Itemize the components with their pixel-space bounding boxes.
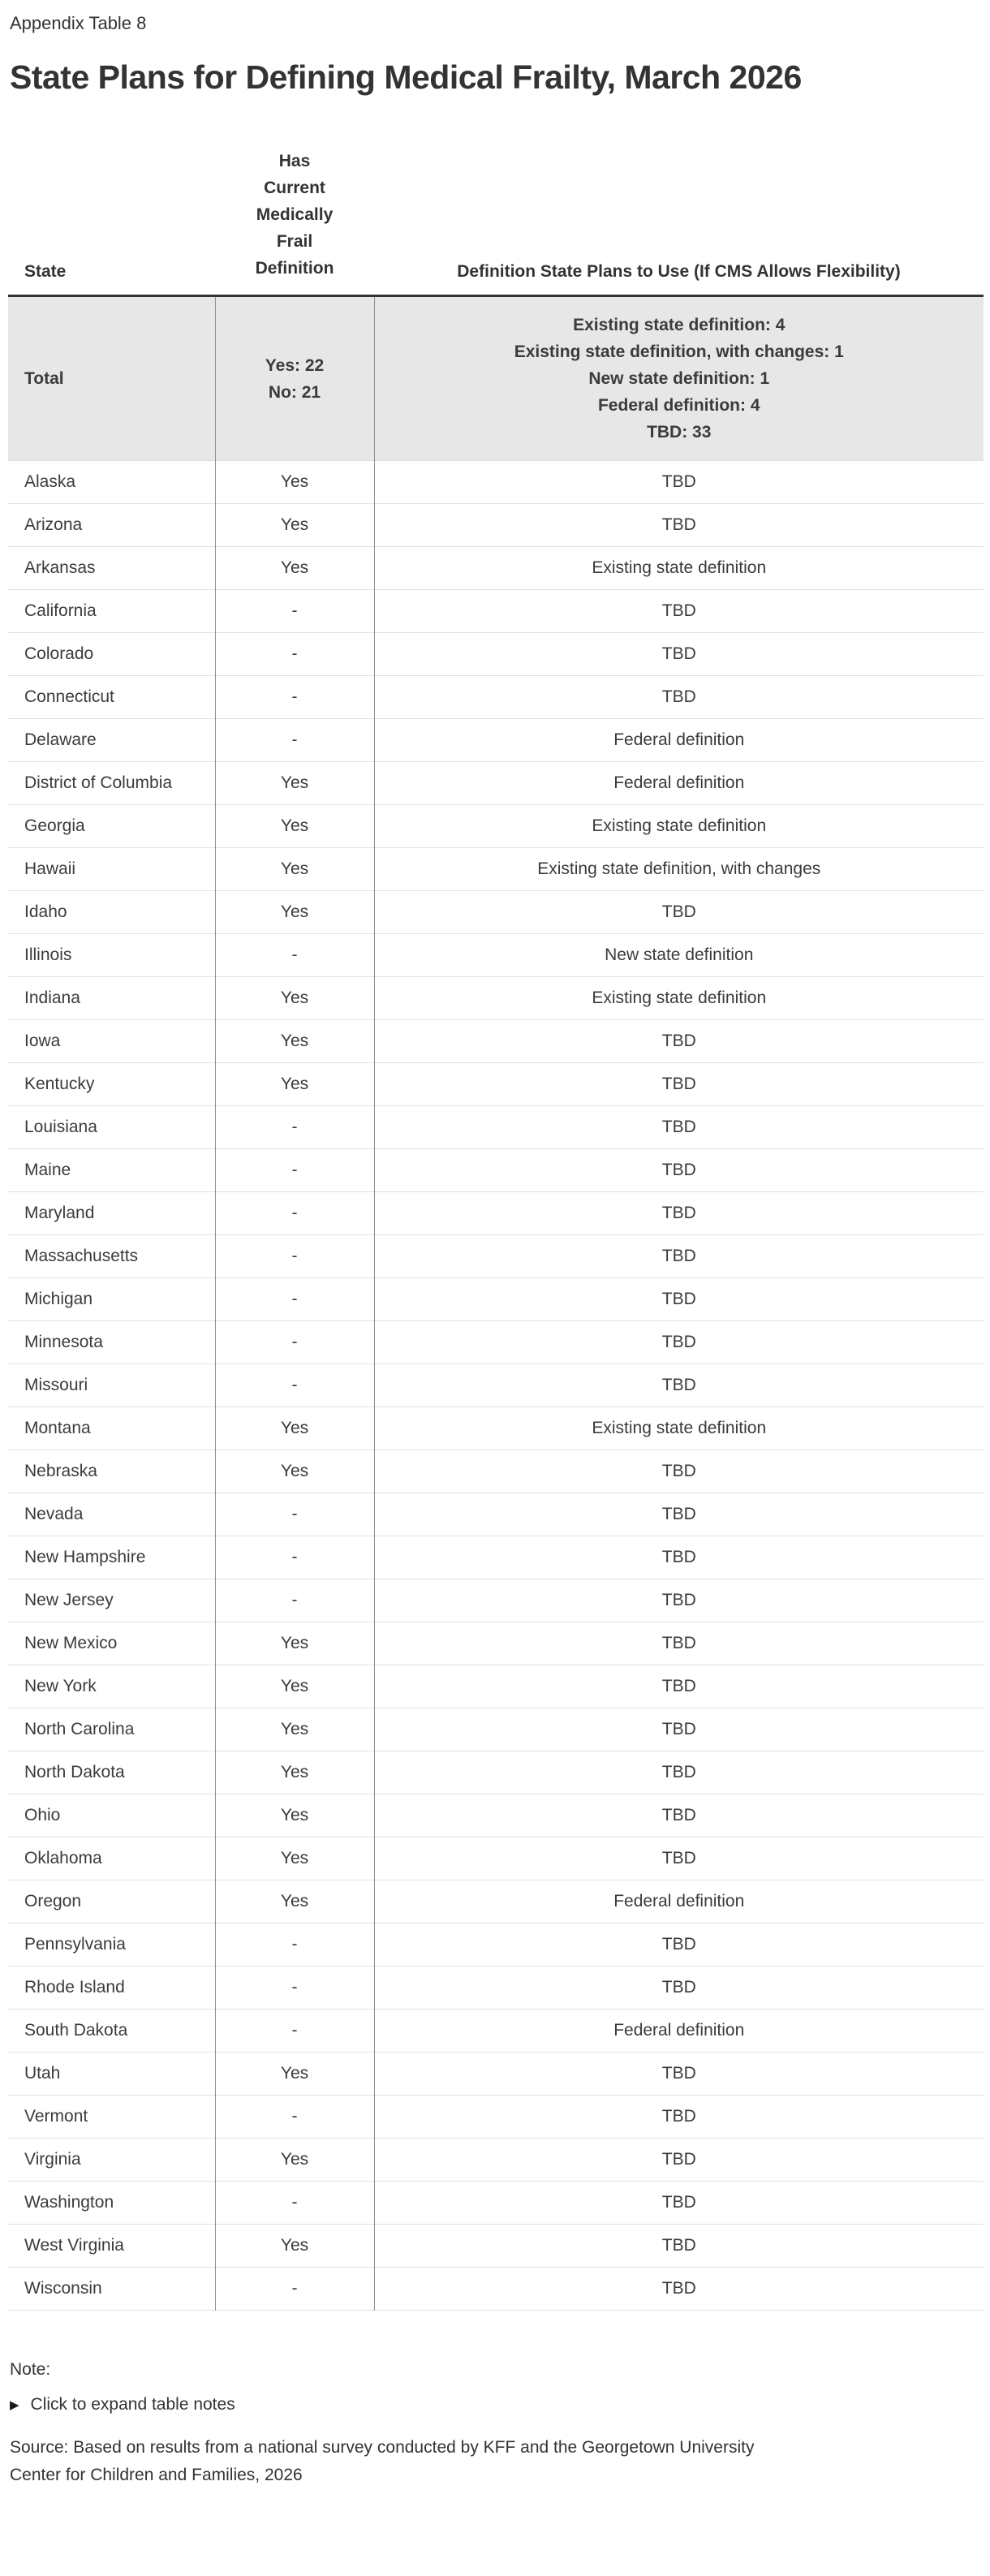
plan-cell: TBD (374, 1665, 984, 1708)
plan-cell: TBD (374, 1794, 984, 1837)
has-definition-cell: - (215, 2096, 374, 2139)
table-row (8, 1106, 984, 1149)
state-name-cell: West Virginia (24, 2236, 124, 2255)
state-name-cell: Idaho (24, 902, 67, 921)
plan-cell: TBD (374, 1106, 984, 1149)
col-header-state: State (8, 148, 215, 296)
table-header (8, 148, 984, 296)
plan-cell: TBD (374, 676, 984, 719)
state-plans-table (8, 148, 984, 2311)
plan-cell: TBD (374, 1192, 984, 1235)
table-row (8, 977, 984, 1020)
state-name-cell: New Jersey (24, 1591, 114, 1609)
table-row (8, 2182, 984, 2225)
has-definition-cell: - (215, 1106, 374, 1149)
has-definition-cell: - (215, 1149, 374, 1192)
table-row (8, 1407, 984, 1450)
has-definition-cell: Yes (215, 848, 374, 891)
state-name-cell: Arizona (24, 515, 83, 534)
plan-cell: TBD (374, 1751, 984, 1794)
plan-cell: Existing state definition (374, 547, 984, 590)
state-name-cell: Michigan (24, 1290, 93, 1308)
state-name-cell: Kentucky (24, 1075, 95, 1093)
state-name-cell: District of Columbia (24, 773, 173, 792)
table-row (8, 504, 984, 547)
table-row (8, 1235, 984, 1278)
has-definition-cell: - (215, 676, 374, 719)
state-name-cell: Illinois (24, 946, 72, 964)
plan-cell: TBD (374, 2139, 984, 2182)
table-row (8, 1321, 984, 1364)
plan-cell: TBD (374, 891, 984, 934)
state-name-cell: Wisconsin (24, 2279, 102, 2298)
state-name-cell: Utah (24, 2064, 61, 2083)
has-definition-cell: Yes (215, 1063, 374, 1106)
plan-cell: TBD (374, 1622, 984, 1665)
table-row (8, 2010, 984, 2053)
state-name-cell: North Carolina (24, 1720, 135, 1738)
plan-cell: Federal definition (374, 719, 984, 762)
expand-triangle-icon: ▶ (10, 2397, 19, 2412)
state-name-cell: Maine (24, 1161, 71, 1179)
state-name-cell: New Mexico (24, 1634, 118, 1652)
has-definition-cell: Yes (215, 1020, 374, 1063)
state-name-cell: South Dakota (24, 2021, 128, 2040)
state-name-cell: Connecticut (24, 687, 114, 706)
col-header-plans: Definition State Plans to Use (If CMS Allows Flexibility) (374, 148, 984, 296)
plan-cell: TBD (374, 1966, 984, 2010)
has-definition-cell: - (215, 1364, 374, 1407)
state-name-cell: Washington (24, 2193, 114, 2212)
table-row (8, 2225, 984, 2268)
table-row (8, 891, 984, 934)
state-name-cell: Oregon (24, 1892, 82, 1910)
has-definition-cell: Yes (215, 977, 374, 1020)
table-row (8, 1665, 984, 1708)
has-definition-cell: - (215, 2010, 374, 2053)
table-row (8, 633, 984, 676)
state-name-cell: Georgia (24, 816, 85, 835)
state-name-cell: Indiana (24, 989, 80, 1007)
plan-cell: TBD (374, 1923, 984, 1966)
plan-cell: TBD (374, 590, 984, 633)
table-row (8, 2139, 984, 2182)
plan-cell: TBD (374, 633, 984, 676)
has-definition-cell: Yes (215, 1837, 374, 1880)
state-name-cell: New York (24, 1677, 97, 1695)
table-row (8, 1450, 984, 1493)
has-definition-cell: - (215, 1235, 374, 1278)
plan-cell: TBD (374, 1321, 984, 1364)
state-name-cell: Ohio (24, 1806, 61, 1824)
state-name-cell: Minnesota (24, 1333, 103, 1351)
table-row (8, 461, 984, 504)
plan-cell: New state definition (374, 934, 984, 977)
table-row (8, 2096, 984, 2139)
has-definition-cell: Yes (215, 891, 374, 934)
state-name-cell: Alaska (24, 472, 76, 491)
has-definition-cell: Yes (215, 762, 374, 805)
has-definition-cell: - (215, 1536, 374, 1579)
has-definition-cell: - (215, 633, 374, 676)
header-row (8, 148, 984, 296)
plan-cell: Federal definition (374, 2010, 984, 2053)
state-name-cell: Hawaii (24, 859, 76, 878)
plan-cell: TBD (374, 1837, 984, 1880)
plan-cell: TBD (374, 1278, 984, 1321)
table-row (8, 1837, 984, 1880)
state-name-cell: Oklahoma (24, 1849, 102, 1867)
plan-cell: TBD (374, 2182, 984, 2225)
total-has-definition: Yes: 22 No: 21 (215, 296, 374, 461)
has-definition-cell: Yes (215, 2053, 374, 2096)
state-name-cell: New Hampshire (24, 1548, 146, 1566)
has-definition-cell: Yes (215, 504, 374, 547)
plan-cell: TBD (374, 1450, 984, 1493)
table-row (8, 676, 984, 719)
has-definition-cell: - (215, 934, 374, 977)
has-definition-cell: Yes (215, 2139, 374, 2182)
expand-notes-toggle[interactable] (10, 2393, 982, 2416)
table-row (8, 1536, 984, 1579)
plan-cell: TBD (374, 1063, 984, 1106)
state-name-cell: Missouri (24, 1376, 88, 1394)
plan-cell: TBD (374, 1536, 984, 1579)
has-definition-cell: Yes (215, 1708, 374, 1751)
table-row (8, 805, 984, 848)
state-name-cell: Pennsylvania (24, 1935, 126, 1954)
table-row (8, 1708, 984, 1751)
table-row (8, 848, 984, 891)
state-name-cell: Maryland (24, 1204, 95, 1222)
table-row (8, 2268, 984, 2311)
table-eyebrow: Appendix Table 8 (10, 13, 147, 33)
table-row (8, 590, 984, 633)
total-label: Total (24, 368, 64, 388)
has-definition-cell: - (215, 1192, 374, 1235)
has-definition-cell: Yes (215, 2225, 374, 2268)
has-definition-cell: - (215, 1493, 374, 1536)
has-definition-cell: - (215, 1579, 374, 1622)
has-definition-cell: Yes (215, 1407, 374, 1450)
expand-notes-label: Click to expand table notes (30, 2395, 235, 2414)
table-row (8, 719, 984, 762)
state-name-cell: Iowa (24, 1032, 61, 1050)
has-definition-cell: - (215, 2268, 374, 2311)
has-definition-cell: - (215, 1923, 374, 1966)
has-definition-cell: Yes (215, 1665, 374, 1708)
table-row (8, 1364, 984, 1407)
state-name-cell: Nebraska (24, 1462, 97, 1480)
col-header-has-definition: Has Current Medically Frail Definition (215, 148, 374, 296)
state-name-cell: Arkansas (24, 558, 96, 577)
page-title: State Plans for Defining Medical Frailty, March 2026 (10, 58, 802, 96)
has-definition-cell: Yes (215, 461, 374, 504)
has-definition-cell: Yes (215, 1450, 374, 1493)
table-footer (10, 2358, 982, 2489)
state-name-cell: Louisiana (24, 1118, 97, 1136)
plan-cell: Existing state definition (374, 805, 984, 848)
state-name-cell: Vermont (24, 2107, 88, 2126)
table-row (8, 1278, 984, 1321)
table-row (8, 1579, 984, 1622)
state-name-cell: Rhode Island (24, 1978, 125, 1997)
plan-cell: Federal definition (374, 1880, 984, 1923)
plan-cell: TBD (374, 2225, 984, 2268)
plan-cell: TBD (374, 1364, 984, 1407)
has-definition-cell: - (215, 1278, 374, 1321)
plan-cell: Existing state definition (374, 977, 984, 1020)
plan-cell: Existing state definition (374, 1407, 984, 1450)
has-definition-cell: - (215, 590, 374, 633)
plan-cell: Federal definition (374, 762, 984, 805)
state-name-cell: North Dakota (24, 1763, 125, 1781)
has-definition-cell: Yes (215, 1794, 374, 1837)
has-definition-cell: - (215, 719, 374, 762)
has-definition-cell: Yes (215, 1751, 374, 1794)
table-row (8, 1192, 984, 1235)
state-name-cell: California (24, 601, 97, 620)
plan-cell: Existing state definition, with changes (374, 848, 984, 891)
note-label: Note: (10, 2360, 51, 2379)
table-row (8, 1966, 984, 2010)
has-definition-cell: Yes (215, 1880, 374, 1923)
table-row (8, 1149, 984, 1192)
state-name-cell: Massachusetts (24, 1247, 139, 1265)
plan-cell: TBD (374, 1235, 984, 1278)
has-definition-cell: - (215, 1321, 374, 1364)
table-row (8, 1751, 984, 1794)
plan-cell: TBD (374, 1579, 984, 1622)
plan-cell: TBD (374, 504, 984, 547)
has-definition-cell: Yes (215, 805, 374, 848)
table-row (8, 1923, 984, 1966)
table-row (8, 934, 984, 977)
plan-cell: TBD (374, 2053, 984, 2096)
table-row (8, 1880, 984, 1923)
state-name-cell: Nevada (24, 1505, 84, 1523)
state-name-cell: Delaware (24, 730, 97, 749)
plan-cell: TBD (374, 1493, 984, 1536)
has-definition-cell: Yes (215, 1622, 374, 1665)
plan-cell: TBD (374, 461, 984, 504)
table-row (8, 1794, 984, 1837)
table-row (8, 1063, 984, 1106)
table-row (8, 2053, 984, 2096)
table-row (8, 547, 984, 590)
has-definition-cell: - (215, 2182, 374, 2225)
table-row (8, 1020, 984, 1063)
source-text: Source: Based on results from a national survey conducted by KFF and the Georgetown University Center for Children and Families, 2026 (10, 2438, 755, 2484)
plan-cell: TBD (374, 1020, 984, 1063)
table-row (8, 1493, 984, 1536)
state-name-cell: Virginia (24, 2150, 81, 2169)
table-body (8, 296, 984, 2311)
plan-cell: TBD (374, 2268, 984, 2311)
total-row (8, 296, 984, 461)
state-name-cell: Colorado (24, 644, 94, 663)
plan-cell: TBD (374, 1149, 984, 1192)
state-name-cell: Montana (24, 1419, 91, 1437)
total-plans: Existing state definition: 4 Existing state definition, with changes: 1 New state definition: 1 Federal definition: 4 TBD: 33 (374, 296, 984, 461)
has-definition-cell: Yes (215, 547, 374, 590)
plan-cell: TBD (374, 1708, 984, 1751)
table-row (8, 762, 984, 805)
table-row (8, 1622, 984, 1665)
plan-cell: TBD (374, 2096, 984, 2139)
has-definition-cell: - (215, 1966, 374, 2010)
